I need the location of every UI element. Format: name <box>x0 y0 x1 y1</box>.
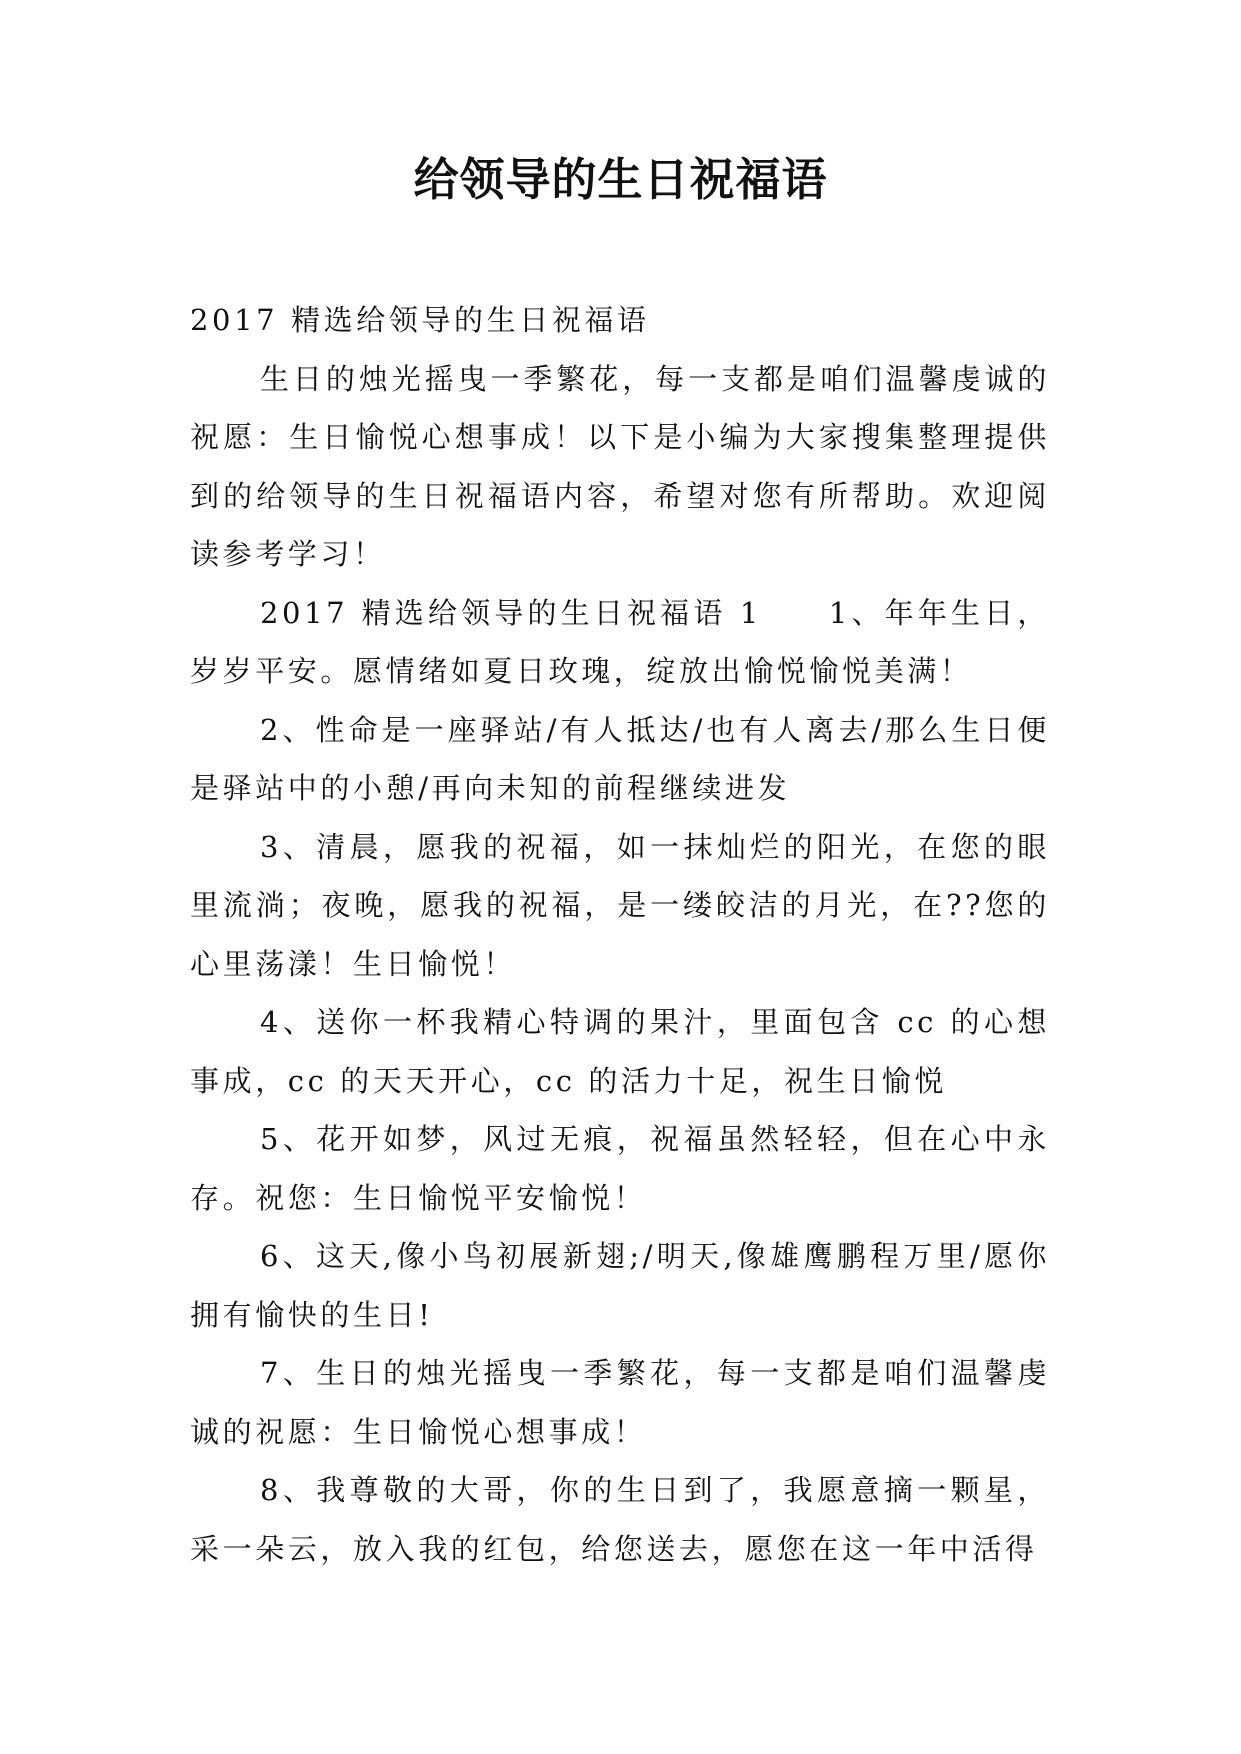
blessing-item: 2017 精选给领导的生日祝福语 1 1、年年生日，岁岁平安。愿情绪如夏日玫瑰，绽放出愉悦愉悦美满！ <box>190 595 1050 688</box>
blessing-item: 7、生日的烛光摇曳一季繁花，每一支都是咱们温馨虔诚的祝愿：生日愉悦心想事成！ <box>190 1356 1050 1449</box>
intro-paragraph: 生日的烛光摇曳一季繁花，每一支都是咱们温馨虔诚的祝愿：生日愉悦心想事成！以下是小编为大家搜集整理提供到的给领导的生日祝福语内容，希望对您有所帮助。欢迎阅读参考学习！ <box>190 361 1050 571</box>
blessing-item: 4、送你一杯我精心特调的果汁，里面包含 cc 的心想事成，cc 的天天开心，cc 的活力十足，祝生日愉悦 <box>190 1005 1050 1098</box>
document-title: 给领导的生日祝福语 <box>413 153 828 206</box>
blessing-item: 6、这天,像小鸟初展新翅;/明天,像雄鹰鹏程万里/愿你拥有愉快的生日! <box>190 1239 1050 1332</box>
blessing-item: 2、性命是一座驿站/有人抵达/也有人离去/那么生日便是驿站中的小憩/再向未知的前程继续进发 <box>190 712 1050 805</box>
blessing-item: 3、清晨，愿我的祝福，如一抹灿烂的阳光，在您的眼里流淌；夜晚，愿我的祝福，是一缕皎洁的月光，在??您的心里荡漾！生日愉悦！ <box>190 829 1050 981</box>
blessing-item: 5、花开如梦，风过无痕，祝福虽然轻轻，但在心中永存。祝您：生日愉悦平安愉悦！ <box>190 1122 1050 1215</box>
document-subtitle: 2017 精选给领导的生日祝福语 <box>190 303 650 337</box>
blessing-item: 8、我尊敬的大哥，你的生日到了，我愿意摘一颗星，采一朵云，放入我的红包，给您送去，愿您在这一年中活得 <box>190 1473 1050 1566</box>
document-body <box>190 291 1050 1578</box>
